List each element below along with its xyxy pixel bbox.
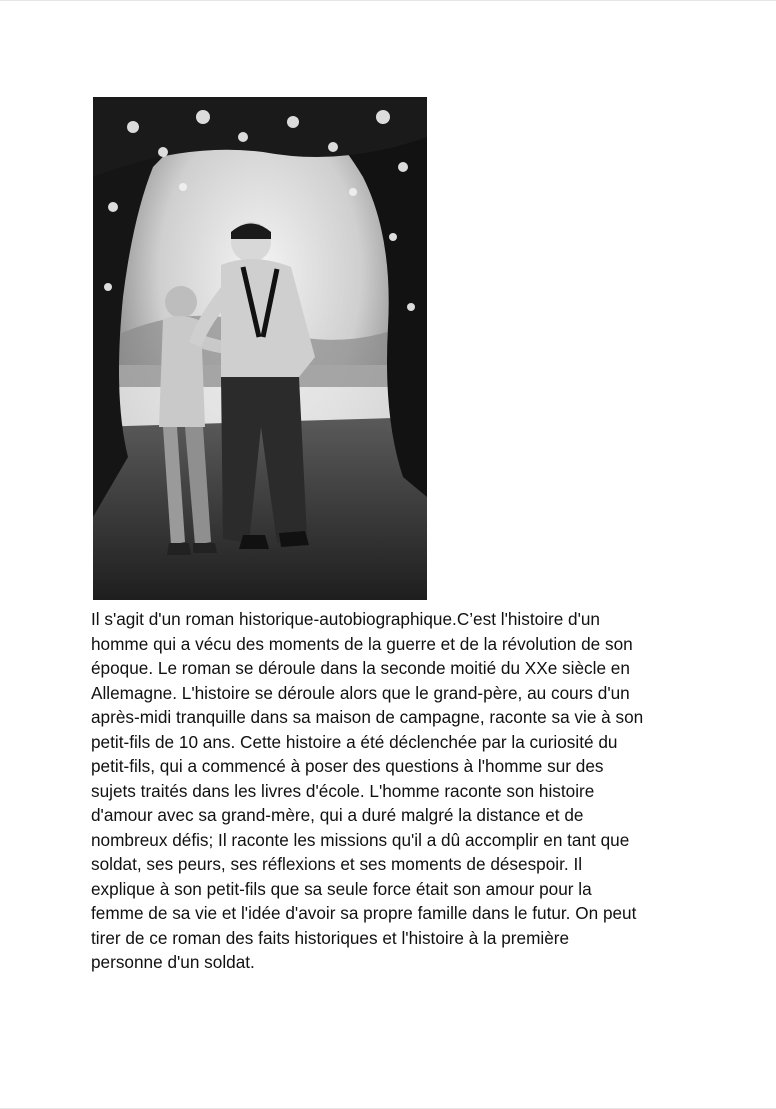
photo-illustration [93, 97, 427, 600]
paragraph-line: petit-fils de 10 ans. Cette histoire a été déclenchée par la curiosité du [91, 731, 618, 752]
paragraph-line: personne d'un soldat. [91, 952, 255, 972]
paragraph-line: soldat, ses peurs, ses réflexions et ses moments de désespoir. Il [91, 854, 583, 874]
grandfather-grandson-photo [93, 97, 427, 600]
paragraph-line: nombreux défis; Il raconte les missions qu'il a dû accomplir en tant que [91, 829, 630, 850]
summary-paragraph [91, 607, 691, 975]
paragraph-line: époque. Le roman se déroule dans la seconde moitié du XXe siècle en [91, 658, 630, 678]
paragraph-line: explique à son petit-fils que sa seule force était son amour pour la [91, 878, 592, 899]
paragraph-line: Allemagne. L'histoire se déroule alors que le grand-père, au cours d'un [91, 682, 630, 703]
paragraph-line: Il s'agit d'un roman historique-autobiographique.C’est l'histoire d'un [91, 609, 600, 629]
paragraph-line: tirer de ce roman des faits historiques et l'histoire à la première [91, 927, 570, 948]
paragraph-line: petit-fils, qui a commencé à poser des questions à l'homme sur des [91, 756, 604, 776]
paragraph-line: sujets traités dans les livres d'école. L'homme raconte son histoire [91, 780, 595, 801]
paragraph-line: femme de sa vie et l'idée d'avoir sa propre famille dans le futur. On peut [91, 903, 637, 923]
paragraph-line: après-midi tranquille dans sa maison de campagne, raconte sa vie à son [91, 707, 644, 727]
paragraph-line: homme qui a vécu des moments de la guerre et de la révolution de son [91, 633, 633, 654]
paragraph-line: d'amour avec sa grand-mère, qui a duré malgré la distance et de [91, 805, 584, 825]
